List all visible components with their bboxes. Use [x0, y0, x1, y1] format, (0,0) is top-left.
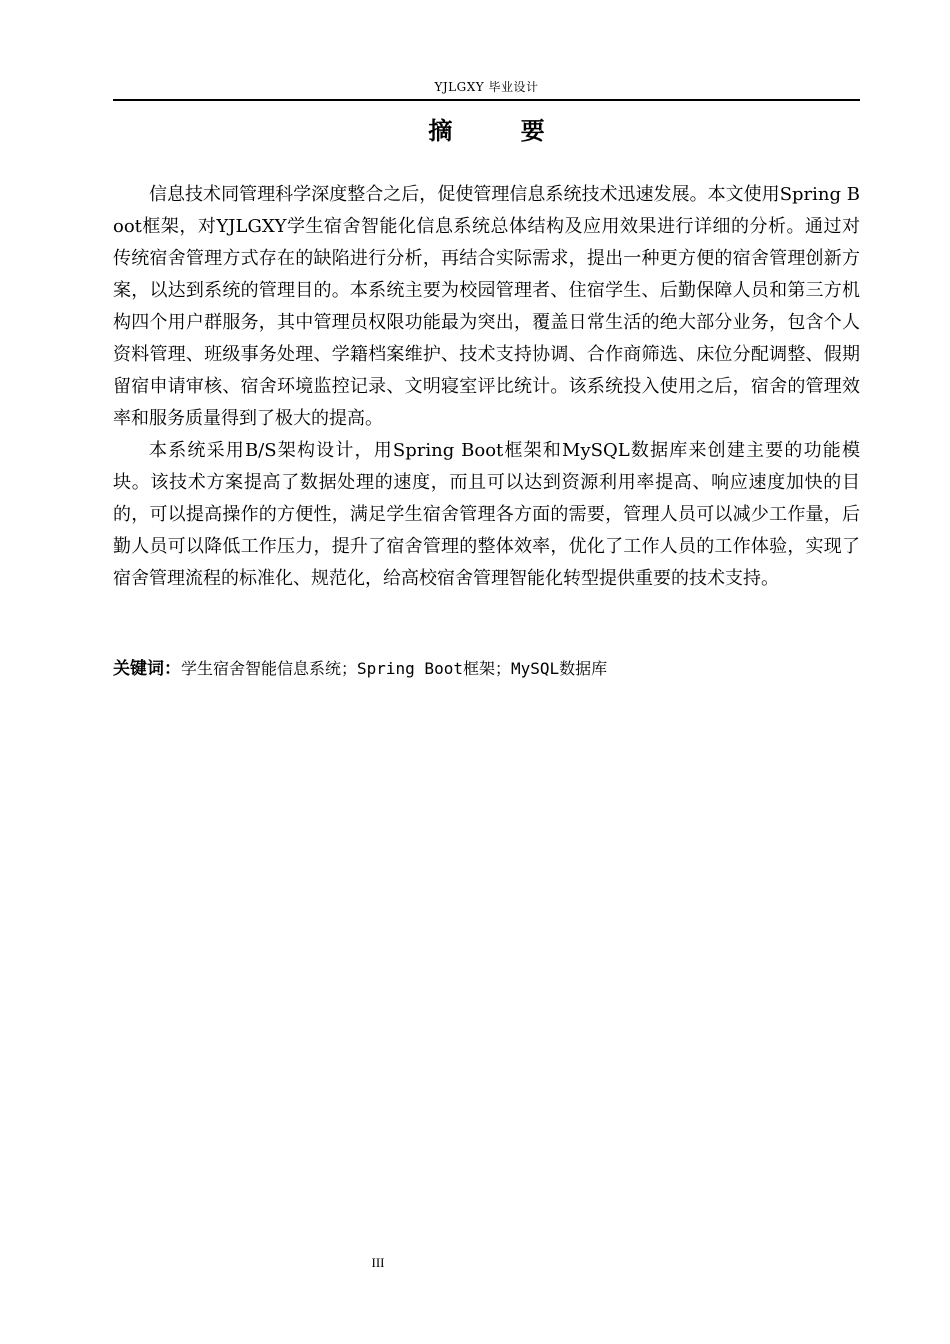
page-number: III — [371, 1255, 385, 1270]
abstract-title: 摘 要 — [428, 117, 575, 145]
keywords-value: 学生宿舍智能信息系统；Spring Boot框架；MySQL数据库 — [181, 659, 608, 678]
header-rule — [113, 99, 860, 101]
abstract-paragraph-2: 本系统采用B/S架构设计，用Spring Boot框架和MySQL数据库来创建主要的功能模块。该技术方案提高了数据处理的速度，而且可以达到资源利用率提高、响应速度加快的目的，可以提高操作的方便性，满足学生宿舍管理各方面的需要，管理人员可以减少工作量，后勤人员可以降低工作压力，提升了宿舍管理的整体效率，优化了工作人员的工作体验，实现了宿舍管理流程的标准化、规范化，给高校宿舍管理智能化转型提供重要的技术支持。 — [113, 440, 860, 589]
abstract-body — [113, 179, 860, 595]
keywords-label: 关键词： — [113, 659, 181, 679]
keywords-line — [113, 653, 860, 685]
page-header: YJLGXY 毕业设计 — [434, 80, 539, 94]
abstract-paragraph-1: 信息技术同管理科学深度整合之后，促使管理信息系统技术迅速发展。本文使用Spring Boot框架，对YJLGXY学生宿舍智能化信息系统总体结构及应用效果进行详细的分析。通过对传统宿舍管理方式存在的缺陷进行分析，再结合实际需求，提出一种更方便的宿舍管理创新方案，以达到系统的管理目的。本系统主要为校园管理者、住宿学生、后勤保障人员和第三方机构四个用户群服务，其中管理员权限功能最为突出，覆盖日常生活的绝大部分业务，包含个人资料管理、班级事务处理、学籍档案维护、技术支持协调、合作商筛选、床位分配调整、假期留宿申请审核、宿舍环境监控记录、文明寝室评比统计。该系统投入使用之后，宿舍的管理效率和服务质量得到了极大的提高。 — [113, 184, 860, 429]
